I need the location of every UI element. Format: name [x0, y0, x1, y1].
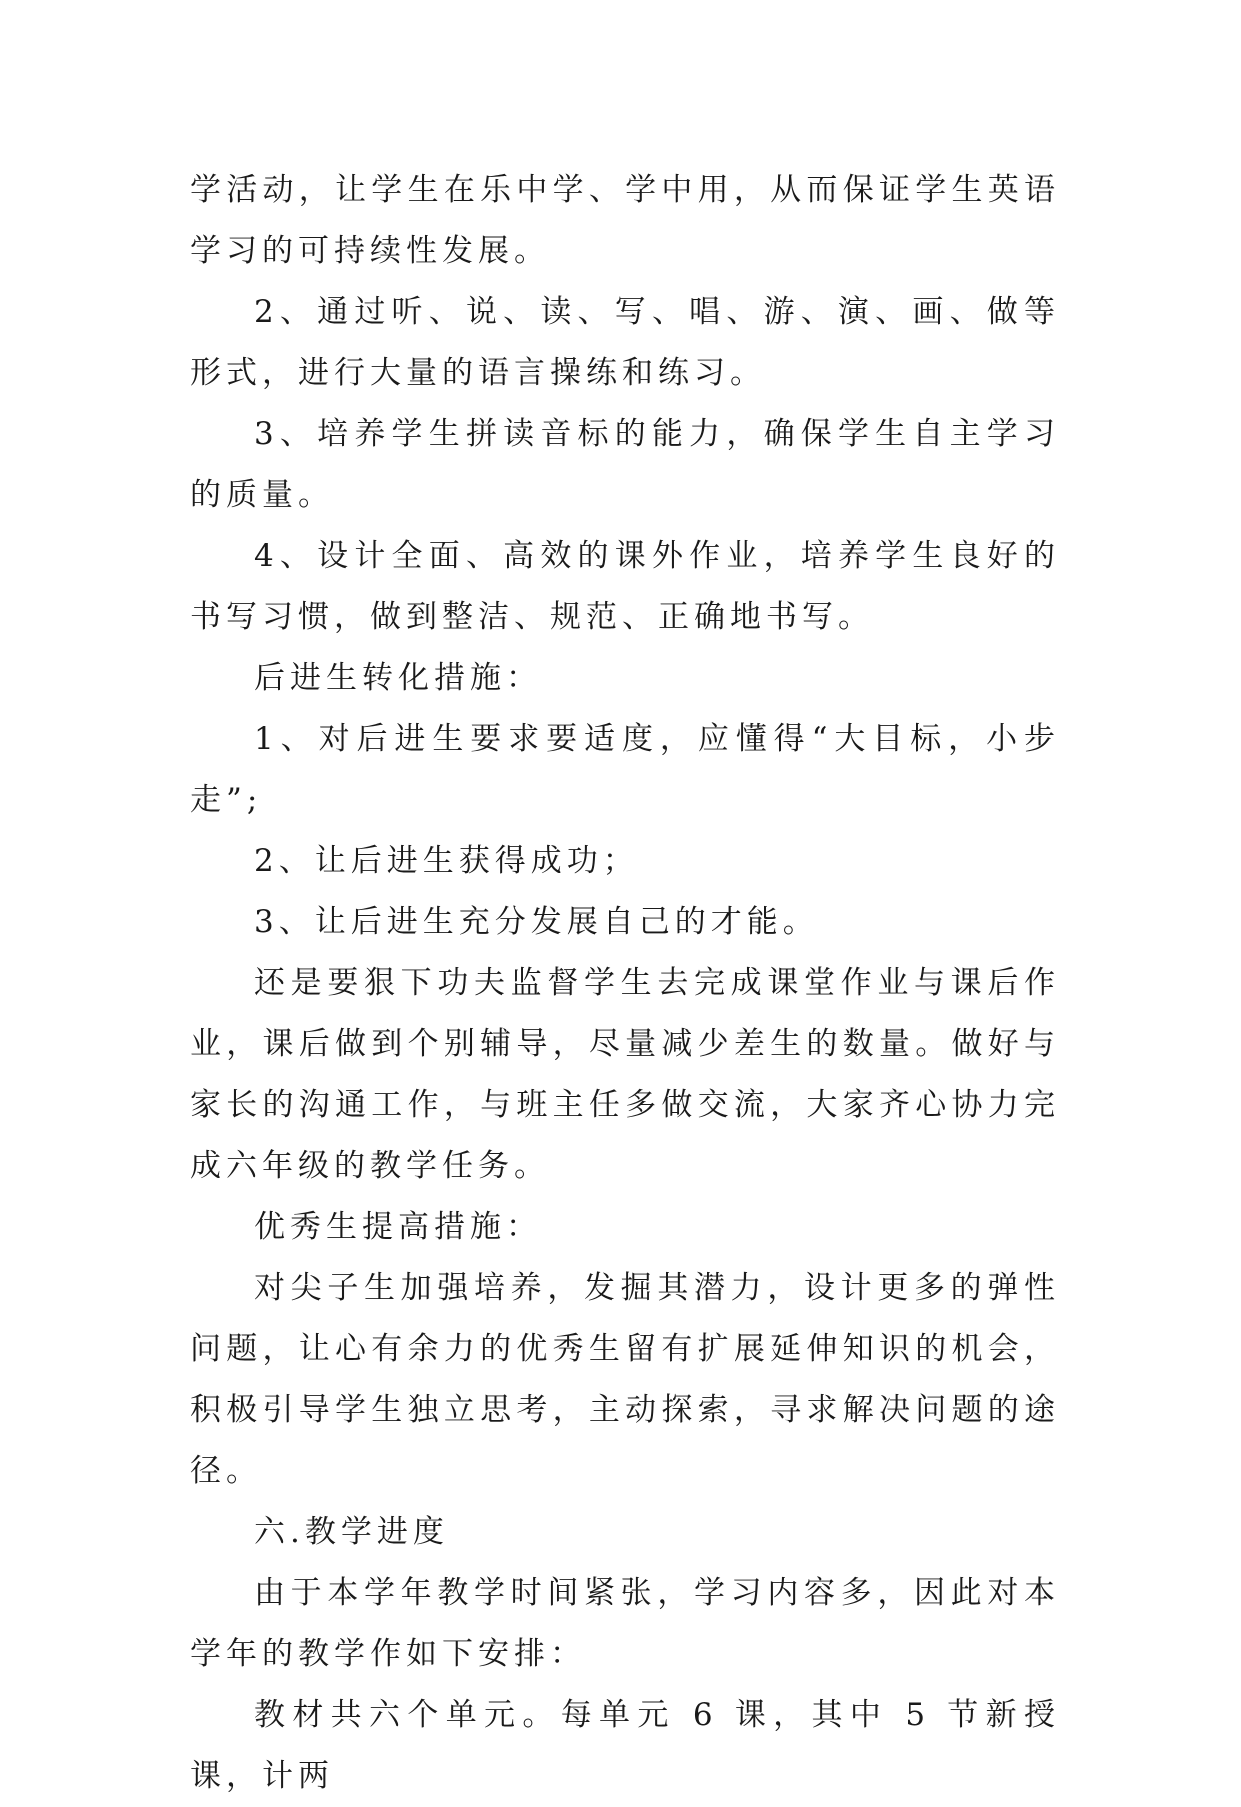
- paragraph: 由于本学年教学时间紧张，学习内容多，因此对本学年的教学作如下安排：: [190, 1575, 1060, 1672]
- section-heading: 六.教学进度: [254, 1514, 449, 1550]
- section-heading: 后进生转化措施：: [254, 660, 542, 696]
- paragraph: 2、通过听、说、读、写、唱、游、演、画、做等形式，进行大量的语言操练和练习。: [190, 294, 1060, 391]
- section-heading: 优秀生提高措施：: [254, 1209, 542, 1245]
- paragraph: 学活动，让学生在乐中学、学中用，从而保证学生英语学习的可持续性发展。: [190, 172, 1060, 269]
- paragraph: 4、设计全面、高效的课外作业，培养学生良好的书写习惯，做到整洁、规范、正确地书写。: [190, 538, 1060, 635]
- paragraph: 还是要狠下功夫监督学生去完成课堂作业与课后作业，课后做到个别辅导，尽量减少差生的数量。做好与家长的沟通工作，与班主任多做交流，大家齐心协力完成六年级的教学任务。: [190, 965, 1060, 1184]
- list-item: 3、让后进生充分发展自己的才能。: [254, 904, 819, 940]
- paragraph: 3、培养学生拼读音标的能力，确保学生自主学习的质量。: [190, 416, 1060, 513]
- paragraph: 教材共六个单元。每单元 6 课，其中 5 节新授课，计两: [190, 1697, 1060, 1794]
- list-item: 1、对后进生要求要适度，应懂得“大目标，小步走”;: [190, 721, 1060, 818]
- document-body: [190, 160, 1060, 1807]
- paragraph: 对尖子生加强培养，发掘其潜力，设计更多的弹性问题，让心有余力的优秀生留有扩展延伸知识的机会，积极引导学生独立思考，主动探索，寻求解决问题的途径。: [190, 1270, 1060, 1489]
- list-item: 2、让后进生获得成功；: [254, 843, 639, 879]
